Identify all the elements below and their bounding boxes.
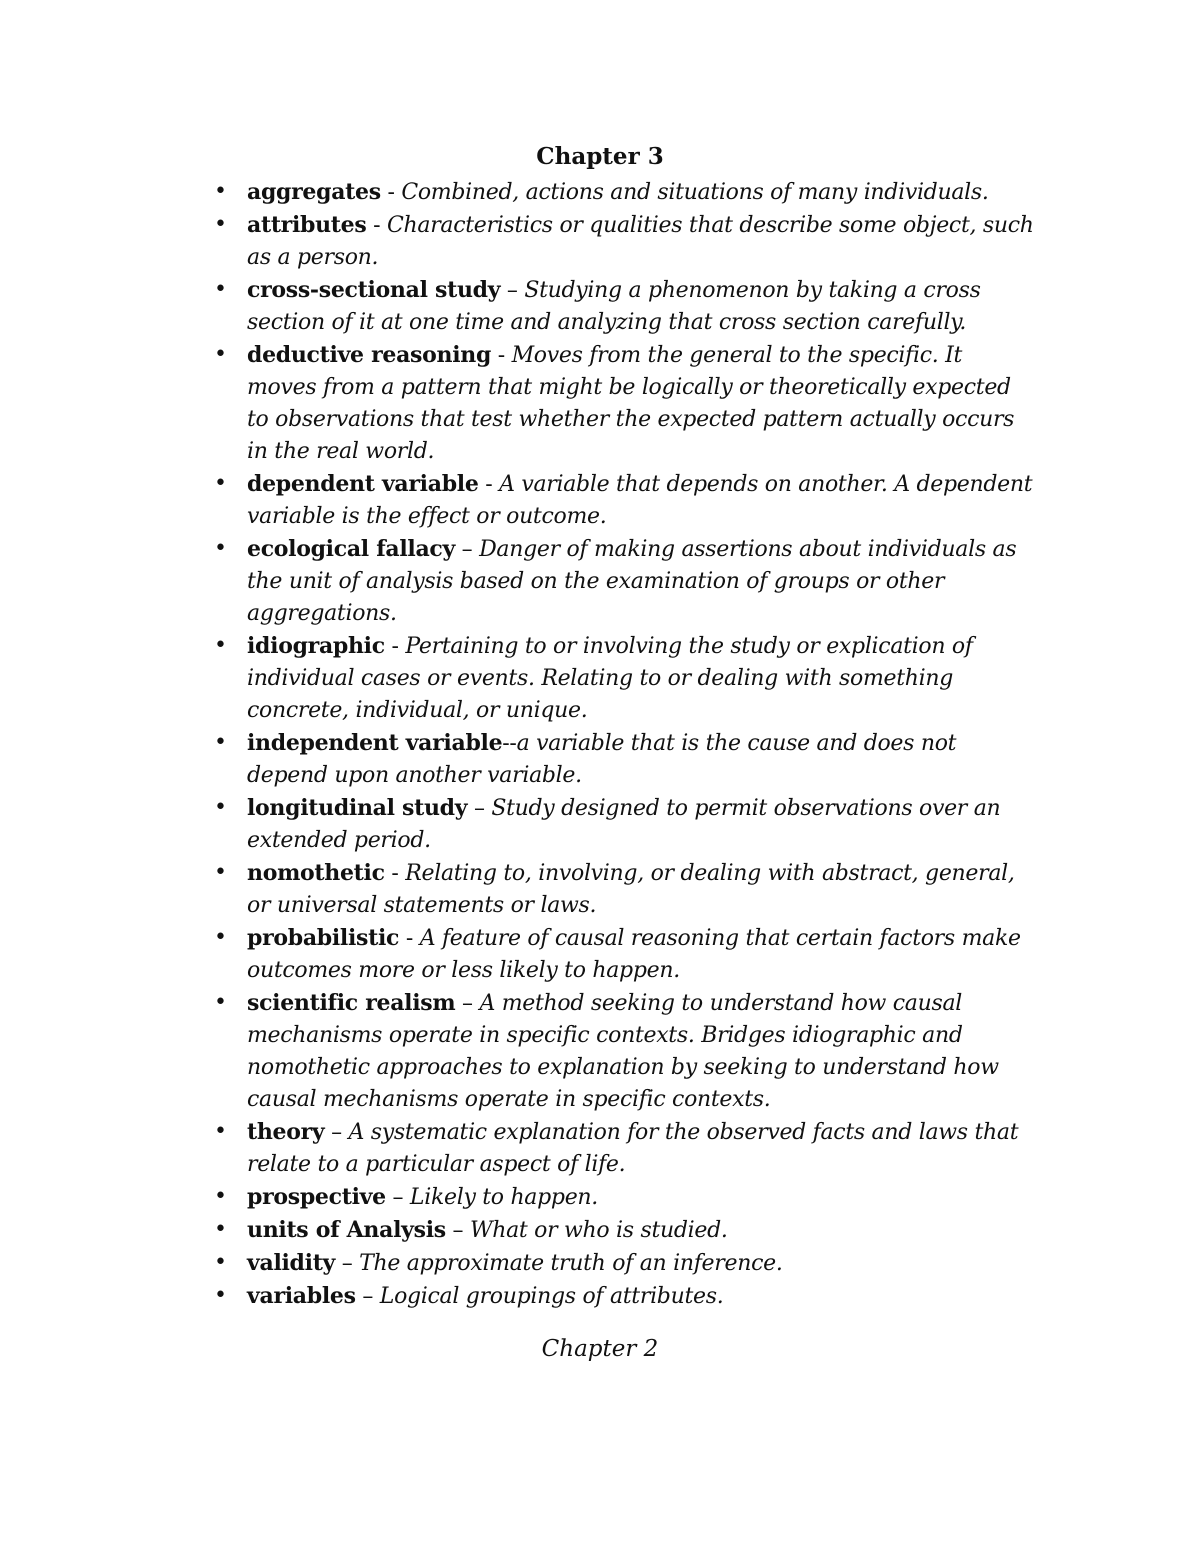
term-separator: - bbox=[380, 180, 402, 205]
glossary-term: deductive reasoning bbox=[247, 342, 492, 368]
term-separator: - bbox=[384, 861, 406, 886]
bullet-icon: • bbox=[214, 860, 227, 885]
bullet-icon: • bbox=[214, 1250, 227, 1275]
glossary-term: nomothetic bbox=[247, 860, 385, 886]
bullet-icon: • bbox=[214, 795, 227, 820]
glossary-term: prospective bbox=[247, 1184, 386, 1210]
bullet-icon: • bbox=[214, 1184, 227, 1209]
term-separator: – bbox=[324, 1120, 349, 1145]
glossary-definition: Logical groupings of attributes. bbox=[379, 1284, 724, 1309]
bullet-icon: • bbox=[214, 1283, 227, 1308]
term-separator: – bbox=[355, 1284, 380, 1309]
term-separator: – bbox=[454, 537, 480, 562]
term-separator: – bbox=[467, 796, 492, 821]
term-separator: – bbox=[445, 1218, 470, 1243]
bullet-icon: • bbox=[214, 342, 227, 367]
bullet-icon: • bbox=[214, 730, 227, 755]
chapter-title: Chapter 3 bbox=[536, 143, 664, 170]
glossary-term: validity bbox=[247, 1250, 336, 1276]
glossary-definition: A variable that depends on another. A dependent variable is the effect or outcome. bbox=[247, 472, 1033, 529]
glossary-term: cross-sectional study bbox=[247, 277, 501, 303]
glossary-definition: Combined, actions and situations of many individuals. bbox=[401, 180, 989, 205]
glossary-term: variables bbox=[247, 1283, 356, 1309]
term-separator: - bbox=[399, 926, 420, 951]
glossary-definition: A systematic explanation for the observed facts and laws that relate to a particular aspect of life. bbox=[247, 1120, 1019, 1177]
glossary-definition: Danger of making assertions about individuals as the unit of analysis based on the examination of groups or other aggregations. bbox=[247, 537, 1017, 626]
glossary-item bbox=[214, 176, 1034, 209]
bullet-icon: • bbox=[214, 925, 227, 950]
term-separator: - bbox=[491, 343, 512, 368]
bullet-icon: • bbox=[214, 179, 227, 204]
term-separator: -- bbox=[502, 731, 517, 756]
glossary-item bbox=[214, 1116, 1034, 1181]
glossary-definition: A feature of causal reasoning that certain factors make outcomes more or less likely to happen. bbox=[247, 926, 1021, 983]
glossary-item bbox=[214, 727, 1034, 792]
glossary-item bbox=[214, 987, 1034, 1116]
glossary-definition: Studying a phenomenon by taking a cross section of it at one time and analyzing that cross section carefully. bbox=[247, 278, 981, 335]
bullet-icon: • bbox=[214, 633, 227, 658]
term-separator: - bbox=[478, 472, 500, 497]
glossary-term: scientific realism bbox=[247, 990, 456, 1016]
glossary-definition: Pertaining to or involving the study or explication of individual cases or events. Relating to or dealing with something concrete, individual, or unique. bbox=[247, 634, 973, 723]
glossary-term: ecological fallacy bbox=[247, 536, 455, 562]
glossary-item bbox=[214, 792, 1034, 857]
glossary-item bbox=[214, 209, 1034, 274]
glossary-item bbox=[214, 1181, 1034, 1214]
glossary-item bbox=[214, 274, 1034, 339]
glossary-item bbox=[214, 922, 1034, 987]
glossary-definition: a variable that is the cause and does not depend upon another variable. bbox=[247, 731, 957, 788]
glossary-term: dependent variable bbox=[247, 471, 479, 497]
glossary-term: aggregates bbox=[247, 179, 381, 205]
glossary-term: idiographic bbox=[247, 633, 385, 659]
bullet-icon: • bbox=[214, 1119, 227, 1144]
glossary-item bbox=[214, 1247, 1034, 1280]
glossary-term: longitudinal study bbox=[247, 795, 468, 821]
term-separator: - bbox=[384, 634, 406, 659]
glossary-item bbox=[214, 339, 1034, 468]
glossary-item bbox=[214, 630, 1034, 727]
term-separator: - bbox=[366, 213, 387, 238]
glossary-definition: Characteristics or qualities that describe some object, such as a person. bbox=[247, 213, 1034, 270]
bullet-icon: • bbox=[214, 1217, 227, 1242]
term-separator: – bbox=[385, 1185, 410, 1210]
bullet-icon: • bbox=[214, 990, 227, 1015]
glossary-term: units of Analysis bbox=[247, 1217, 446, 1243]
term-separator: – bbox=[500, 278, 525, 303]
glossary-term: attributes bbox=[247, 212, 367, 238]
glossary-definition: Study designed to permit observations over an extended period. bbox=[247, 796, 1001, 853]
glossary-definition: A method seeking to understand how causal mechanisms operate in specific contexts. Bridges idiographic and nomothetic approaches to explanation by seeking to understand how causal mechanisms operate in specific contexts. bbox=[247, 991, 999, 1112]
glossary-item bbox=[214, 468, 1034, 533]
glossary-definition: What or who is studied. bbox=[469, 1218, 728, 1243]
glossary-term: probabilistic bbox=[247, 925, 400, 951]
glossary-term: theory bbox=[247, 1119, 325, 1145]
glossary-definition: Moves from the general to the specific. It moves from a pattern that might be logically or theoretically expected to observations that test whether the expected pattern actually occurs in the real world. bbox=[247, 343, 1015, 464]
term-separator: – bbox=[455, 991, 480, 1016]
glossary-term: independent variable bbox=[247, 730, 503, 756]
glossary-definition: Relating to, involving, or dealing with abstract, general, or universal statements or laws. bbox=[247, 861, 1015, 918]
next-chapter-title: Chapter 2 bbox=[541, 1336, 659, 1362]
glossary-definition: Likely to happen. bbox=[409, 1185, 598, 1210]
bullet-icon: • bbox=[214, 536, 227, 561]
glossary-item bbox=[214, 533, 1034, 630]
bullet-icon: • bbox=[214, 277, 227, 302]
glossary-item bbox=[214, 1280, 1034, 1313]
glossary-definition: The approximate truth of an inference. bbox=[359, 1251, 783, 1276]
bullet-icon: • bbox=[214, 212, 227, 237]
glossary-item bbox=[214, 857, 1034, 922]
glossary-list bbox=[214, 176, 1034, 1313]
term-separator: – bbox=[335, 1251, 360, 1276]
glossary-item bbox=[214, 1214, 1034, 1247]
bullet-icon: • bbox=[214, 471, 227, 496]
